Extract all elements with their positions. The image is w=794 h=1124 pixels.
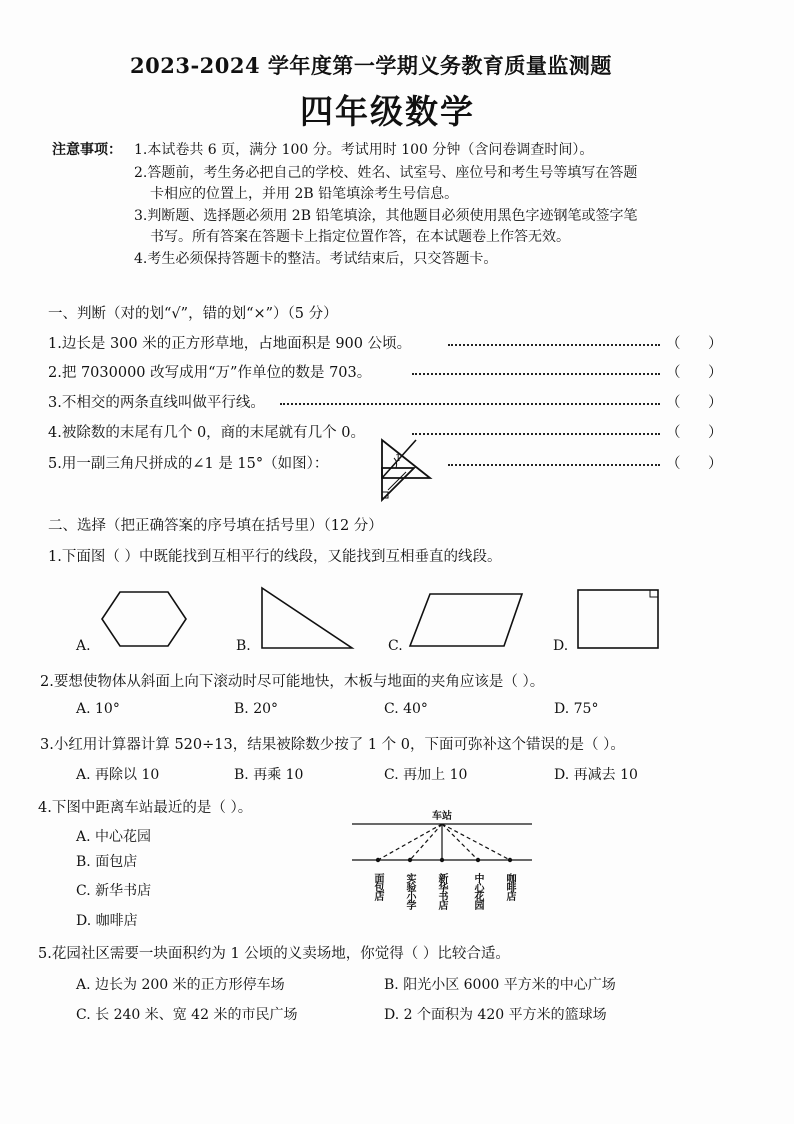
place-bookstore: 新华书店 <box>436 873 447 909</box>
shape-label-b: B. <box>236 638 251 654</box>
answer-paren-open: （ <box>666 456 681 472</box>
q5-option-b: B. 阳光小区 6000 平方米的中心广场 <box>384 977 616 993</box>
q3-option-a: A. 再除以 10 <box>76 767 160 783</box>
place-garden: 中心花园 <box>472 873 483 909</box>
angle-1-label: 1 <box>395 453 402 464</box>
answer-paren-open: （ <box>666 425 681 441</box>
answer-paren-open: （ <box>666 336 681 352</box>
q3-option-b: B. 再乘 10 <box>234 767 304 783</box>
q2-option-c: C. 40° <box>384 701 428 717</box>
choice-question-4: 4.下图中距离车站最近的是（ ）。 <box>38 800 253 816</box>
q2-option-a: A. 10° <box>76 701 120 717</box>
q5-option-c: C. 长 240 米、宽 42 米的市民广场 <box>76 1007 298 1023</box>
note-line-2: 2.答题前，考生务必把自己的学校、姓名、试室号、座位号和考生号等填写在答题 <box>134 165 638 181</box>
hexagon-shape <box>100 588 190 650</box>
q4-option-d: D. 咖啡店 <box>76 913 138 929</box>
judge-question-4: 4.被除数的末尾有几个 0，商的末尾就有几个 0。 <box>48 425 366 441</box>
dot-leader <box>412 433 660 435</box>
judge-question-1: 1.边长是 300 米的正方形草地，占地面积是 900 公顷。 <box>48 336 412 352</box>
note-line-4: 3.判断题、选择题必须用 2B 铅笔填涂，其他题目必须使用黑色字迹钢笔或签字笔 <box>134 208 638 224</box>
answer-paren-close: ） <box>708 456 723 472</box>
choice-question-3: 3.小红用计算器计算 520÷13，结果被除数少按了 1 个 0，下面可弥补这个错误的是（ ）。 <box>40 737 625 753</box>
rectangle-shape <box>576 588 660 650</box>
q4-option-b: B. 面包店 <box>76 854 138 870</box>
q4-option-c: C. 新华书店 <box>76 883 152 899</box>
judge-question-5: 5.用一副三角尺拼成的∠1 是 15°（如图）： <box>48 456 329 472</box>
choice-question-1: 1.下面图（ ）中既能找到互相平行的线段，又能找到互相垂直的线段。 <box>48 549 502 565</box>
exam-title: 2023-2024 学年度第一学期义务教育质量监测题 <box>130 53 612 78</box>
note-line-5: 书写。所有答案在答题卡上指定位置作答，在本试题卷上作答无效。 <box>150 229 570 245</box>
right-triangle-shape <box>256 586 356 652</box>
notes-label: 注意事项： <box>52 142 122 158</box>
station-label: 车站 <box>432 811 452 822</box>
dot-leader <box>412 373 660 375</box>
answer-paren-open: （ <box>666 365 681 381</box>
note-line-3: 卡相应的位置上，并用 2B 铅笔填涂考生号信息。 <box>150 186 459 202</box>
dot-leader <box>448 464 660 466</box>
judge-question-2: 2.把 7030000 改写成用“万”作单位的数是 703。 <box>48 365 372 381</box>
place-bakery: 面包店 <box>372 873 383 900</box>
note-line-6: 4.考生必须保持答题卡的整洁。考试结束后，只交答题卡。 <box>134 251 498 267</box>
answer-paren-open: （ <box>666 395 681 411</box>
dot-leader <box>448 344 660 346</box>
station-map <box>352 818 536 866</box>
judge-question-3: 3.不相交的两条直线叫做平行线。 <box>48 395 265 411</box>
place-school: 实验小学 <box>404 873 415 909</box>
place-cafe: 咖啡店 <box>504 873 515 900</box>
shape-label-c: C. <box>388 638 403 654</box>
exam-subtitle: 四年级数学 <box>300 92 475 131</box>
dot-leader <box>280 403 660 405</box>
answer-paren-close: ） <box>708 425 723 441</box>
q3-option-d: D. 再减去 10 <box>554 767 638 783</box>
answer-paren-close: ） <box>708 336 723 352</box>
shape-label-d: D. <box>553 638 569 654</box>
q2-option-d: D. 75° <box>554 701 599 717</box>
q5-option-a: A. 边长为 200 米的正方形停车场 <box>76 977 285 993</box>
q3-option-c: C. 再加上 10 <box>384 767 468 783</box>
choice-question-2: 2.要想使物体从斜面上向下滚动时尽可能地快，木板与地面的夹角应该是（ ）。 <box>40 674 545 690</box>
choice-question-5: 5.花园社区需要一块面积约为 1 公顷的义卖场地，你觉得（ ）比较合适。 <box>38 946 510 962</box>
shape-label-a: A. <box>76 638 91 654</box>
q4-option-a: A. 中心花园 <box>76 829 152 845</box>
answer-paren-close: ） <box>708 365 723 381</box>
section1-heading: 一、判断（对的划“√”，错的划“×”）（5 分） <box>48 306 338 322</box>
note-line-1: 1.本试卷共 6 页，满分 100 分。考试用时 100 分钟（含问卷调查时间）。 <box>134 142 594 158</box>
section2-heading: 二、选择（把正确答案的序号填在括号里）（12 分） <box>48 518 383 534</box>
answer-paren-close: ） <box>708 395 723 411</box>
q5-option-d: D. 2 个面积为 420 平方米的篮球场 <box>384 1007 607 1023</box>
triangle-rulers-figure <box>378 438 438 504</box>
parallelogram-shape <box>408 590 524 650</box>
q2-option-b: B. 20° <box>234 701 279 717</box>
